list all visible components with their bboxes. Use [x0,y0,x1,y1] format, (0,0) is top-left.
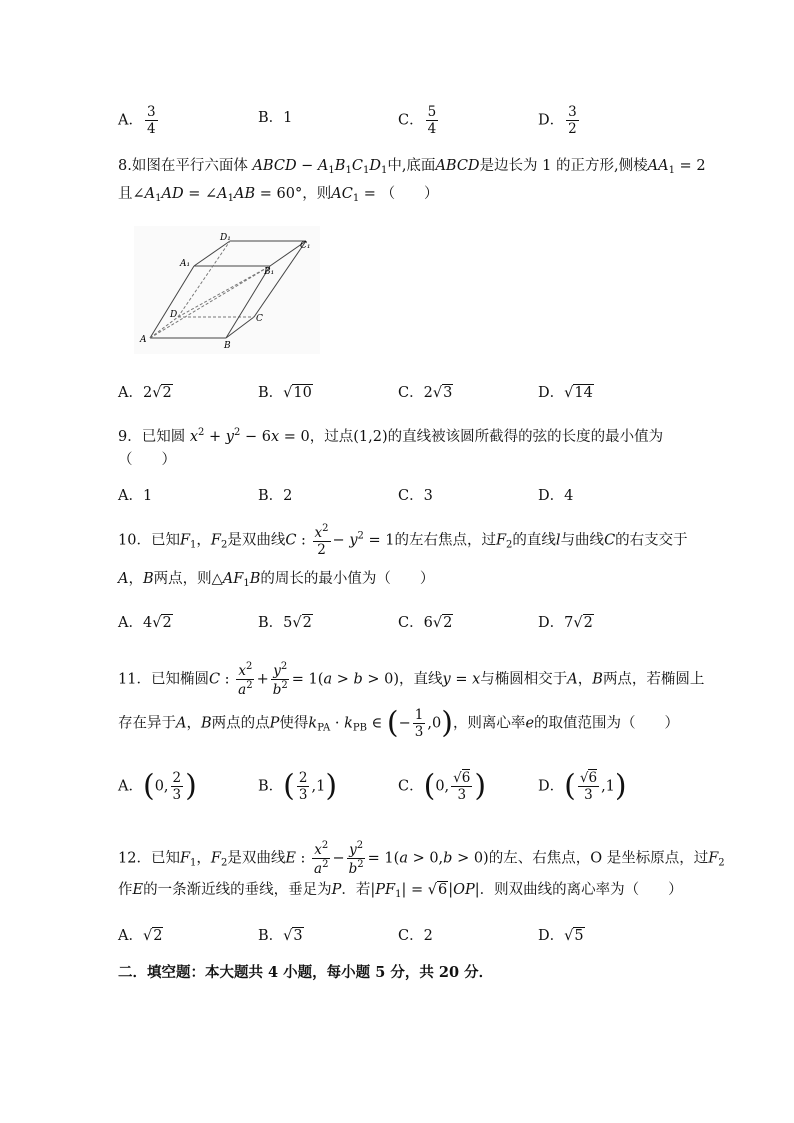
q9-option-a: A．1 [118,488,153,504]
q10-option-a: A．4√2 [118,615,172,631]
q10-stem-line2: A，B两点，则$\triangle AF_1B$的周长的最小值为（ ） [118,571,435,589]
label-c1: C₁ [300,241,311,251]
q11-option-d: D．( $\frac{√6}{3}$ ,1) [538,768,627,804]
label-d: D [170,310,178,320]
q12-stem-line2: 作E的一条渐近线的垂线，垂足为P．若$|PF_1| = √6|OP|$．则双曲线的离心率为（ ） [118,882,683,900]
section-2-heading: 二．填空题：本大题共 4 小题，每小题 5 分，共 20 分． [118,964,494,981]
q11-stem-line2: 存在异于A，B两点的点P使得$k_{PA} \cdot k_{PB}$ ∈ (− $\frac{1}{3}$ ,0)，则离心率e的取值范围为（ ） [118,705,680,741]
q8-stem-line2: 且$\angle A_1AD$ = $\angle A_1AB = 60^\circ$，则$AC_1$ = （ ） [118,186,439,204]
q9-stem-line1: 9．已知圆 $x^2 + y^2 - 6x = 0$，过点(1,2)的直线被该圆所截得的弦的长度的最小值为 [118,427,664,445]
q7-option-b: B．1 [258,110,293,126]
q8-option-a: A．2√2 [118,385,172,401]
label-b1: B₁ [264,267,275,277]
q8-option-b: B．√10 [258,385,312,401]
label-d1: D₁ [220,233,231,243]
parallelepiped-figure [134,226,320,354]
q11-stem-line1: 11．已知椭圆C : $\frac{x^2}{a^2}$ + $\frac{y^2}{b^2}$ = 1(a > b > 0)，直线y = x与椭圆相交于A，B两点，若椭圆上 [118,661,705,699]
q12-option-c: C．2 [398,928,433,944]
q12-option-d: D．√5 [538,928,584,944]
label-c: C [256,314,263,324]
q7-option-d: D． $\frac{3}{2}$ [538,104,577,138]
label-a1: A₁ [180,259,191,269]
q8-option-c: C．2√3 [398,385,453,401]
q11-option-b: B．( $\frac{2}{3}$ ,1) [258,768,338,804]
label-b: B [224,341,231,351]
q8-option-d: D．√14 [538,385,593,401]
q10-stem-line1: 10．已知$F_1$，$F_2$是双曲线C : $\frac{x^2}{2}$ − $y^2 = 1$的左右焦点，过$F_2$的直线l与曲线C的右支交于 [118,523,688,559]
label-a: A [140,335,147,345]
q9-stem-line2: （ ） [118,452,176,468]
q10-option-b: B．5√2 [258,615,312,631]
q9-option-c: C．3 [398,488,433,504]
q9-option-b: B．2 [258,488,293,504]
q11-option-a: A．(0, $\frac{2}{3}$ ) [118,768,197,804]
q7-option-c: C． $\frac{5}{4}$ [398,104,437,138]
q9-option-d: D．4 [538,488,574,504]
q10-option-d: D．7√2 [538,615,593,631]
q10-option-c: C．6√2 [398,615,453,631]
q12-stem-line1: 12．已知$F_1$，$F_2$是双曲线E : $\frac{x^2}{a^2}$ − $\frac{y^2}{b^2}$ = 1(a > 0,b > 0)的左、右焦点，O 是坐标原点，过$F_2$ [118,840,725,878]
q12-option-b: B．√3 [258,928,303,944]
q11-option-c: C．(0, $\frac{√6}{3}$ ) [398,768,487,804]
q12-option-a: A．√2 [118,928,163,944]
q7-option-a: A． $\frac{3}{4}$ [118,104,156,138]
q8-stem-line1: 8.如图在平行六面体 ABCD − $A_1B_1C_1D_1$中,底面ABCD是边长为 1 的正方形,侧棱$AA_1 = 2$ [118,158,706,176]
